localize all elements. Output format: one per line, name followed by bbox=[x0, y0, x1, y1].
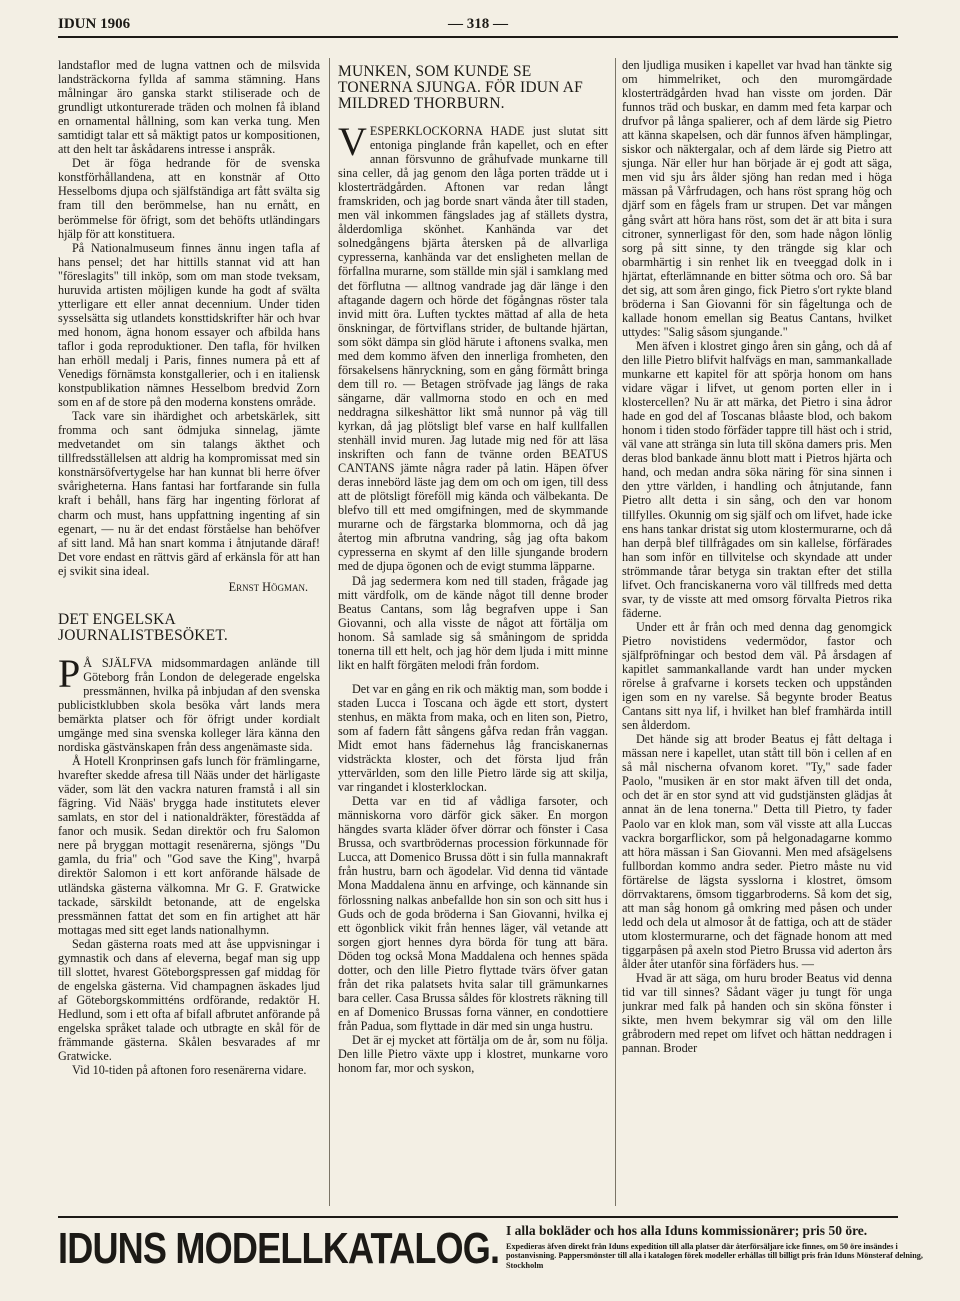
article-heading: DET ENGELSKA JOURNALISTBESÖKET. bbox=[58, 610, 228, 644]
column-3 bbox=[622, 58, 892, 1208]
paragraph: Detta var en tid af vådliga farsoter, och människorna voro därför gick säker. En morgon hängdes svarta kläder öfver dörrar och fönster i Casa Brussa, och svartbrödernas procession förkunnade för Lucca, att Domenico Brussa dött i sin fulla mannakraft från hustru, barn och ägodelar. Vid denna tid väntade Mona Maddalena ännu en arfvinge, och kännande sin förlossning nalkas anbefallde hon sin son och sitt hus i Guds och de goda bröderna i San Giovanni, hvilka ej ett ögonblick vikit från hennes läger, väl vetande att sorgen gjort hennes dyra börda för tung att bära. Döden tog också Mona Maddalena och hennes späda dotter, och den lille Pietro flyttade tvärs öfver gatan från det rika palatsets hvita salar till grämunkarnes bara celler. Casa Brussa såldes för klostrets räkning till en af Domenico Brussas forna vänner, en condottiere från Padua, som flyttade in där med sin unga hustru. bbox=[338, 794, 608, 1033]
lead-paragraph: P Å SJÄLFVA midsommardagen anlände till Göteborg från London de delegerade engelska pressmännen, hvilka på inbjudan af den svenska publicistklubben skola besöka vårt lands mera bemärkta platser och för öfrigt under kordialt umgänge med sina svenska kolleger lära känna den nordiska gästvänskapen från dess angenämaste sida. bbox=[58, 650, 320, 755]
paragraph: Under ett år från och med denna dag genomgick Pietro novistidens vedermödor, fastor och själfpröfningar och bestod dem väl. På årsdagen af kapitlet sammankallande vardt han under mycken rörelse å grafvarne i korsets tecken och uppstånden igen som en ny varelse. Så begynte broder Beatus Cantans sitt nya lif, i hvilket han blef framhärda intill sen ålderdom. bbox=[622, 619, 892, 733]
column-divider bbox=[615, 58, 616, 1206]
author-signature: Ernst Högman. bbox=[228, 579, 308, 594]
column-divider bbox=[329, 58, 330, 1206]
paragraph: Det hände sig att broder Beatus ej fått deltaga i mässan nere i kapellet, utan stått till bön i cellen af en så mål nischerna ofvanom koret. "Ty," sade fader Paolo, "musiken är en stor makt äfven till det onda, och det är en stor synd att vid gudstjänsten glädjas åt annat än de lena tonerna." Detta till Pietro, ty fader Paolo var en klok man, som väl visste att alla Luccas vackra borgarflickor, som på helgonadagarne kommo att höra mässan i San Giovanni. Men med afsägelsens fullbordan kommo andra seder. Pietro måste nu vid förtärelse de lägsta sysslorna i klostret, ömsom dörrvaktarens, ömsom tiggarbroderns. Så kom det sig, att man såg honom gå omkring med påsen och under ledd och dela ut almosor åt de fattiga, och att de städer utom klostermurarne, och det fägnade honom att med tiggarpåsen på axeln stod Pietro Brussa vid aderton års ålder åter utanför sina förfäders hus. — bbox=[622, 732, 892, 971]
story-heading: MUNKEN, SOM KUNDE SE TONERNA SJUNGA. FÖR IDUN AF MILDRED THORBURN. bbox=[338, 63, 583, 112]
paragraph: Det är ej mycket att förtälja om de år, som nu följa. Den lille Pietro växte upp i klostret, munkarne voro honom far, mor och syskon, bbox=[338, 1033, 608, 1076]
column-1 bbox=[58, 58, 320, 1208]
drop-cap: V bbox=[338, 119, 367, 164]
page-number: — 318 — bbox=[448, 16, 508, 32]
column-2 bbox=[338, 58, 608, 1208]
paragraph: På Nationalmuseum finnes ännu ingen tafla af hans pensel; det har hittills stannat vid att han "föreslagits" till inköp, som om man stode tveksam, huruvida artisten möjligen kunde ha godt af svälta ytterligare ett eller annat decennium. Under tiden sysselsätta sig utlandets konsttidskrifter här och hvar med honom, ägna honom essayer och afbilda hans taflor i goda reproduktioner. Den tafla, för hvilken han erhöll medalj i Paris, finnes numera på ett af Venedigs förnämsta konstgallerier, och i en italiensk konstpublikation nämnes Hesselbom bredvid Zorn som en af de store på den moderna konstens område. bbox=[58, 240, 320, 410]
drop-cap: P bbox=[58, 650, 81, 696]
ad-title: IDUNS MODELLKATALOG. bbox=[58, 1224, 500, 1273]
catalog-advertisement bbox=[58, 1216, 923, 1278]
paragraph: Men äfven i klostret gingo åren sin gång, och då af den lille Pietro blifvit halfvägs en man, sammankallade munkarne ett kapitel för att spörja honom om hans vidare vägar i lifvet, ut genom porten eller in i klostercellen? Nu är att märka, det Pietro i sina ådror hade en god del af Toscanas blåaste blod, och bakom honom i tiden stodo förfäder tappre till häst och i strid, väl vane att stränga sin luta till sköna damers pris. Men deras blod bankade ännu blott matt i Pietros hjärta och hand, och medan andra söka näring för sina sinnen i den yttre världen, i handling och åtnjutande, fann Pietro allt detta i sin sång, och den var honom tillfylles. Okunnig om sig själf och om lifvet, hade icke ens hans tankar dristat sig utom klostermurarne, och då han derpå blef tillfrågades om sin kallelse, förfärades han som inför en tillvitelse och skyndade att under strömmande tårar betyga sin traktan efter det stilla lifvet. Och franciskanerna voro väl tillfreds med detta svar, ty de visste att med omsorg förvalta Pietros rika fäderne. bbox=[622, 338, 892, 620]
paragraph: den ljudliga musiken i kapellet var hvad han tänkte sig om himmelriket, och den muromgärdade klosterträdgården hvad han visste om jorden. Där funnos träd och buskar, en damm med feta karpar och drufvor på långa spalierer, och af dem lärde sig Pietro att känna skapelsen, och där funnos äfven hämplingar, siskor och näktergalar, och af dem lärde sig Pietro att sjunga. När eller hur han började är ej godt att säga, men vid sju års ålder sjöng han redan med i höga mässan på Vårfrudagen, och hans röst sprang hög och djärf som en fågels fram ur strupen. Det var mången gång svårt att höra hans röst, som det är att bita i sura citroner, synnerligast för den, som hade någon lönlig sorg på sitt sinne, ty den trängde sig klar och obarmhärtig i sin renhet lik en tveeggad dolk in i hjärtat, efterlämnande en bitter sötma och oro. Så bar det sig, att som åren gingo, fick Pietro s'ort rykte bland bröderna i San Giovanni för sin fågeltunga och de kallade honom emellan sig Beatus Cantans, hvilket uttydes: "Salig såsom sjungande." bbox=[622, 58, 892, 339]
header-issue: IDUN 1906 bbox=[58, 16, 131, 32]
ad-details: Expedieras äfven direkt från Iduns expedition till alla platser där återförsäljare icke finnes, om 50 öre insändes i postanvisning. Pappersmönster till alla i katalogen förek modeller erhållas till billigt pris från Iduns Mönsteraf delning, Stockholm bbox=[506, 1242, 923, 1270]
ad-price-line: I alla bokläder och hos alla Iduns kommissionärer; pris 50 öre. bbox=[506, 1223, 868, 1238]
paragraph: Tack vare sin ihärdighet och arbetskärlek, sitt fromma och sant ödmjuka sinnelag, jämte medvetandet om sin talangs äkthet och tillfredsställelsen att aldrig ha kompromissat med sin konstnärsöfvertygelse har han kunnat bli herre öfver svårigheterna. Hans fantasi har fortfarande sin fulla kraft i behåll, hans färg har ingenting förlorat af charm och must, hans uppfattning ingenting af sin egenart, — nu är det endast förståelse han behöfver af sitt land. Må han snart komma i åtnjutande däraf! Det vore endast en rättvis gärd af erkänsla för att han ej svikit sina ideal. bbox=[58, 409, 320, 578]
paragraph: Då jag sedermera kom ned till staden, frågade jag mitt värdfolk, om de kände något till denne broder Beatus Cantans, som låg begrafven uppe i San Giovanni, och alla visste de något att förtälja om honom. Så samlade sig så småningom de spridda tonerna till ett helt, och jag hör dem ljuda i mitt minne likt en halft förgäten melodi från fordom. bbox=[338, 573, 608, 672]
paragraph: Sedan gästerna roats med att åse uppvisningar i gymnastik och dans af eleverna, begaf man sig upp till slottet, hvarest Göteborgspressen gaf middag för de engelska gästerna. Vid champagnen äskades ljud af Göteborgskommitténs ordförande, redaktör H. Hedlund, som i ett ofta af bifall afbrutet anförande på engelska språket talade och utbragte en skål för de främmande gästerna. Skålen besvarades af mr Gratwicke. bbox=[58, 936, 320, 1064]
paragraph: Det är föga hedrande för de svenska konstförhållandena, att en konstnär af Otto Hesselboms djupa och själfständiga art fått svälta sig fram till den berömmelse, han nu ernått, en berömmelse för öfrigt, som det behöfts utländingars hjälp för att konstituera. bbox=[58, 156, 320, 241]
page-header bbox=[58, 14, 898, 38]
paragraph: Hvad är att säga, om huru broder Beatus vid denna tid var till sinnes? Sådant väger ju tungt för unga junkrar med falk på handen och sin sköna fönster i sikte, men hvem bekymrar sig väl om den lille gråbrodern med repet om lifvet och hättan neddragen i pannan. Broder bbox=[622, 971, 892, 1056]
paragraph: Å Hotell Kronprinsen gafs lunch för främlingarne, hvarefter skedde afresa till Nääs under det härligaste väder, som lät den vackra naturen framstå i all sin fägring. Vid Nääs' brygga hade institutets elever samlats, en stor del i nationaldräkter, förestädda af fanor och musik. Sedan direktör och fru Salomon nere på bryggan mottagit resenärerna, sjöngs "Du gamla, du fria" och "God save the King", hvarpå direktör Salomon i ett kort anförande hälsade de utländska gästerna välkomna. Mr G. F. Gratwicke tackade, särskildt betonande, att de engelska pressmännen fattat det som en fin artighet att här mottagas med sitt eget lands nationalhymn. bbox=[58, 754, 320, 937]
paragraph: Det var en gång en rik och mäktig man, som bodde i staden Lucca i Toscana och ägde ett stort, dystert stenhus, en mäkta from maka, och en liten son, Pietro, som af fadern fått sångens gåfva redan från vaggan. Midt emot hans fädernehus låg franciskanernas vidsträckta kloster, och det första ljud från yttervärlden, som den lille Pietro lärde sig att skilja, var ringandet i klosterklockan. bbox=[338, 681, 608, 795]
lead-paragraph: VESPERKLOCKORNA HADE just slutat sitt entoniga pinglande från kapellet, och en efter annan försvunno de gråhufvade munkarne till sina celler, då jag genom den låga porten trädde ut i klosterträdgården. Aftonen var redan långt framskriden, och jag borde snart vända åter till staden, men väl inkommen fängslades jag af ställets dystra, ålderdomliga skönhet. Kanhända var det solnedgångens bjärta återsken på de allvarliga cypresserna, kanhända var det ensligheten mellan de förfallna murarne, som ställde min själ i samklang med det förflutna — alltnog vandrade jag där länge i den aftagande dagern och hörde det fögångnas röster tala invid mitt öra. Luften tycktes mättad af alla de heta önskningar, de förtviflans strider, de bultande hjärtan, som sökt dämpa sin glöd härute i aftonens svalka, men med dem kommo äfven den innerliga fromheten, den försakelsens hänryckning, som en gång förmått bringa dem till ro. — Betagen ströfvade jag längs de raka sängarne, där vallmorna stodo en och en med neddragna silkeshättor likt små nunnor på väg till kyrkan, då jag plötsligt blef varse en half kullfallen stenhäll invid muren. Jag lutade mig ned för att läsa inskriften och fann de tvänne orden BEATUS CANTANS jämte några rader på latin. Häpen öfver deras innebörd läste jag dem om och om igen, till dess att de plötsligt föreföll mig kända och välbekanta. De blefvo till ett med omgifningen, med de skymmande murarne och de färgstarka blommorna, och då jag återtog min afbrutna vandring, såg jag ofta bakom cypresserna en skymt af den lille sjungande brodern med de djupa ögonen och de evigt stumma läpparne. bbox=[338, 119, 608, 574]
paragraph: landstaflor med de lugna vattnen och de milsvida landsträckorna fyllda af samma stämning. Hans målningar äro ganska starkt stiliserade och de grundligt utkonturerade träden och molnen få ibland en ornamental hållning, som kan verka tung. Men samtidigt talar ett så mäktigt patos ur kompositionen, att den helt tar åskådarens intresse i anspråk. bbox=[58, 58, 320, 157]
header-rule bbox=[58, 36, 898, 38]
paragraph: Vid 10-tiden på aftonen foro resenärerna vidare. bbox=[72, 1063, 307, 1078]
